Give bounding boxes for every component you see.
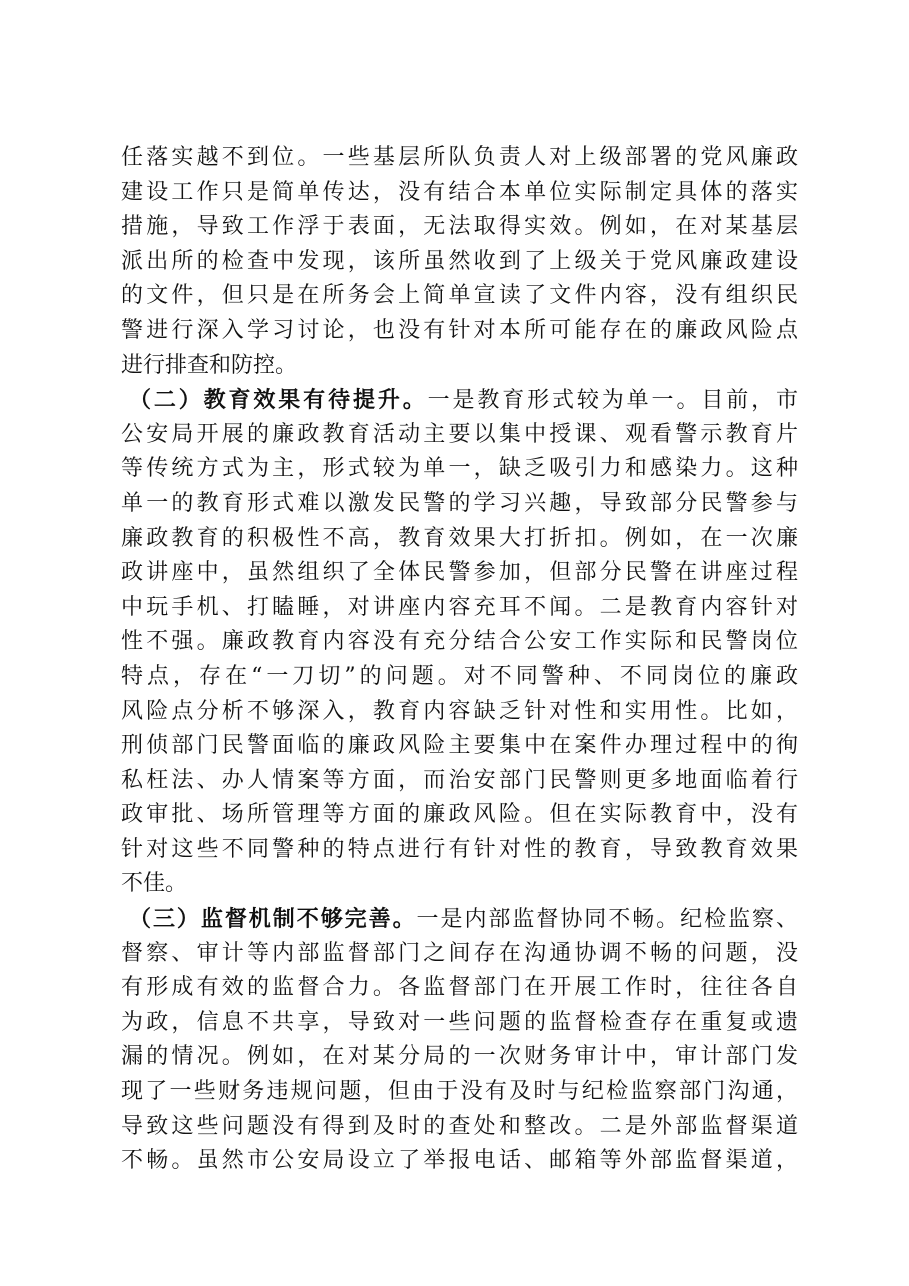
text-line: 警进行深入学习讨论，也没有针对本所可能存在的廉政风险点	[121, 317, 798, 343]
text-line: 的文件，但只是在所务会上简单宣读了文件内容，没有组织民	[121, 283, 798, 309]
text-line: 派出所的检查中发现，该所虽然收到了上级关于党风廉政建设	[121, 248, 798, 274]
text-line: 中玩手机、打瞌睡，对讲座内容充耳不闻。二是教育内容针对	[121, 594, 798, 620]
section-heading: （二）教育效果有待提升。	[129, 387, 428, 414]
text-line: 单一的教育形式难以激发民警的学习兴趣，导致部分民警参与	[121, 490, 798, 516]
text-line: 风险点分析不够深入，教育内容缺乏针对性和实用性。比如，	[121, 698, 798, 724]
text-line: 公安局开展的廉政教育活动主要以集中授课、观看警示教育片	[121, 421, 798, 447]
text-line: 进行排查和防控。	[121, 352, 298, 378]
text-line: 刑侦部门民警面临的廉政风险主要集中在案件办理过程中的徇	[121, 733, 798, 759]
text-line	[121, 383, 798, 418]
text-line	[121, 902, 798, 937]
text-line: 措施，导致工作浮于表面，无法取得实效。例如，在对某基层	[121, 214, 798, 240]
text-run: 一是教育形式较为单一。目前，市	[427, 388, 798, 414]
text-line: 建设工作只是简单传达，没有结合本单位实际制定具体的落实	[121, 179, 798, 205]
paragraph	[121, 141, 798, 383]
text-run: 一是内部监督协同不畅。纪检监察、	[416, 907, 798, 933]
text-line: 政讲座中，虽然组织了全体民警参加，但部分民警在讲座过程	[121, 560, 798, 586]
text-line: 私枉法、办人情案等方面，而治安部门民警则更多地面临着行	[121, 767, 798, 793]
text-line: 性不强。廉政教育内容没有充分结合公安工作实际和民警岗位	[121, 629, 798, 655]
paragraph	[121, 902, 798, 1179]
text-line: 督察、审计等内部监督部门之间存在沟通协调不畅的问题，没	[121, 940, 798, 966]
text-line: 廉政教育的积极性不高，教育效果大打折扣。例如，在一次廉	[121, 525, 798, 551]
paragraph	[121, 383, 798, 902]
text-line: 为政，信息不共享，导致对一些问题的监督检查存在重复或遗	[121, 1009, 798, 1035]
section-heading: （三）监督机制不够完善。	[129, 906, 417, 933]
text-line: 有形成有效的监督合力。各监督部门在开展工作时，往往各自	[121, 975, 798, 1001]
text-line: 不畅。虽然市公安局设立了举报电话、邮箱等外部监督渠道，	[121, 1148, 798, 1174]
text-line: 漏的情况。例如，在对某分局的一次财务审计中，审计部门发	[121, 1044, 798, 1070]
text-line: 等传统方式为主，形式较为单一，缺乏吸引力和感染力。这种	[121, 456, 798, 482]
text-line: 政审批、场所管理等方面的廉政风险。但在实际教育中，没有	[121, 802, 798, 828]
text-line: 导致这些问题没有得到及时的查处和整改。二是外部监督渠道	[121, 1113, 798, 1139]
text-line: 特点，存在“一刀切”的问题。对不同警种、不同岗位的廉政	[121, 663, 798, 689]
text-line: 不佳。	[121, 871, 188, 897]
text-line: 现了一些财务违规问题，但由于没有及时与纪检监察部门沟通，	[121, 1079, 798, 1105]
text-line: 任落实越不到位。一些基层所队负责人对上级部署的党风廉政	[121, 145, 798, 170]
text-line: 针对这些不同警种的特点进行有针对性的教育，导致教育效果	[121, 836, 798, 862]
document-page	[121, 141, 798, 1179]
